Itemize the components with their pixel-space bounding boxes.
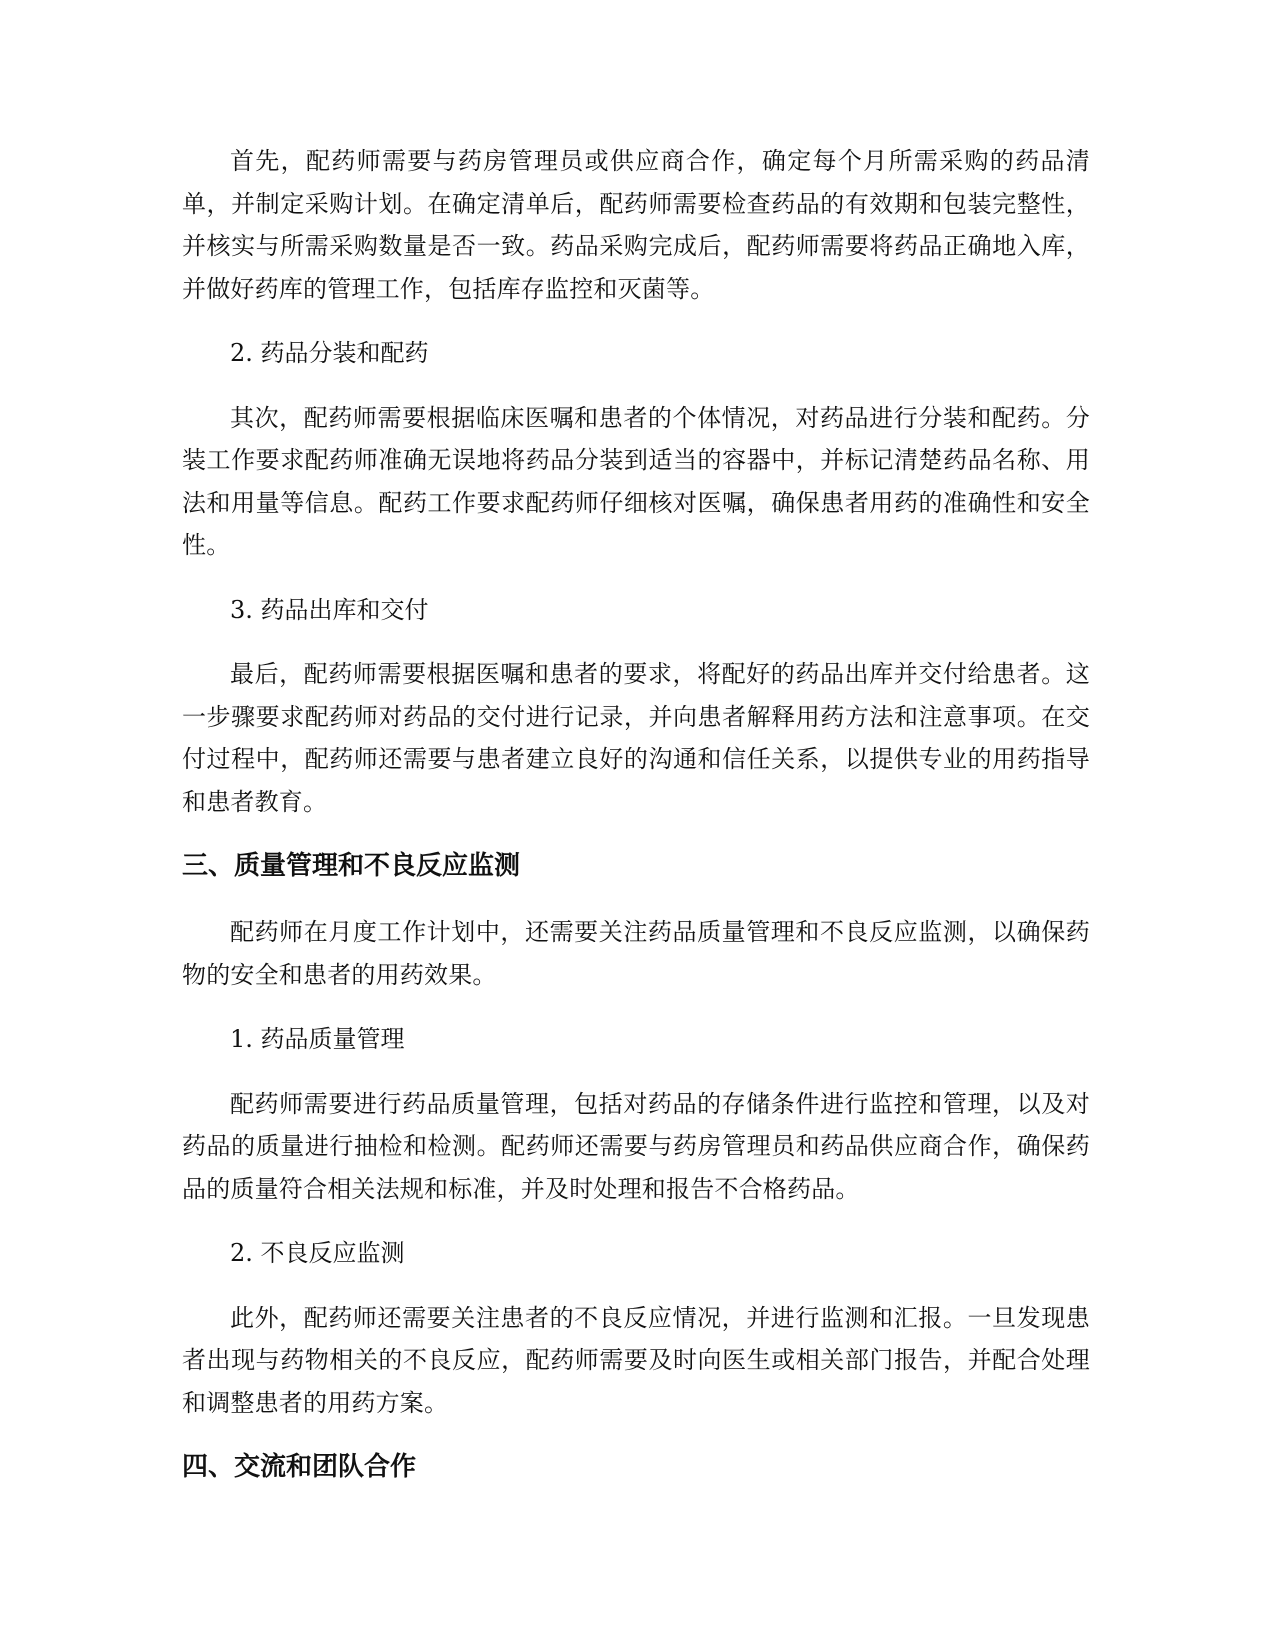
subheading-delivery: 3. 药品出库和交付 xyxy=(230,595,429,624)
paragraph-dispensing: 其次，配药师需要根据临床医嘱和患者的个体情况，对药品进行分装和配药。分装工作要求配药师准确无误地将药品分装到适当的容器中，并标记清楚药品名称、用法和用量等信息。配药工作要求配药师仔细核对医嘱，确保患者用药的准确性和安全性。 xyxy=(182,403,1090,559)
paragraph-quality-intro: 配药师在月度工作计划中，还需要关注药品质量管理和不良反应监测，以确保药物的安全和患者的用药效果。 xyxy=(182,918,1090,989)
subheading-dispensing: 2. 药品分装和配药 xyxy=(230,339,429,367)
paragraph-quality-management: 配药师需要进行药品质量管理，包括对药品的存储条件进行监控和管理，以及对药品的质量进行抽检和检测。配药师还需要与药房管理员和药品供应商合作，确保药品的质量符合相关法规和标准，并及时处理和报告不合格药品。 xyxy=(182,1089,1090,1203)
subheading-adverse-reaction: 2. 不良反应监测 xyxy=(230,1239,405,1267)
paragraph-procurement: 首先，配药师需要与药房管理员或供应商合作，确定每个月所需采购的药品清单，并制定采购计划。在确定清单后，配药师需要检查药品的有效期和包装完整性，并核实与所需采购数量是否一致。药品采购完成后，配药师需要将药品正确地入库，并做好药库的管理工作，包括库存监控和灭菌等。 xyxy=(182,147,1090,303)
paragraph-adverse-reaction: 此外，配药师还需要关注患者的不良反应情况，并进行监测和汇报。一旦发现患者出现与药物相关的不良反应，配药师需要及时向医生或相关部门报告，并配合处理和调整患者的用药方案。 xyxy=(182,1303,1090,1417)
subheading-quality-management: 1. 药品质量管理 xyxy=(230,1025,405,1053)
section-heading-teamwork: 四、交流和团队合作 xyxy=(182,1452,417,1482)
document-page xyxy=(182,140,1090,1512)
paragraph-delivery: 最后，配药师需要根据医嘱和患者的要求，将配好的药品出库并交付给患者。这一步骤要求配药师对药品的交付进行记录，并向患者解释用药方法和注意事项。在交付过程中，配药师还需要与患者建立良好的沟通和信任关系，以提供专业的用药指导和患者教育。 xyxy=(182,660,1090,816)
section-heading-quality: 三、质量管理和不良反应监测 xyxy=(182,851,521,881)
